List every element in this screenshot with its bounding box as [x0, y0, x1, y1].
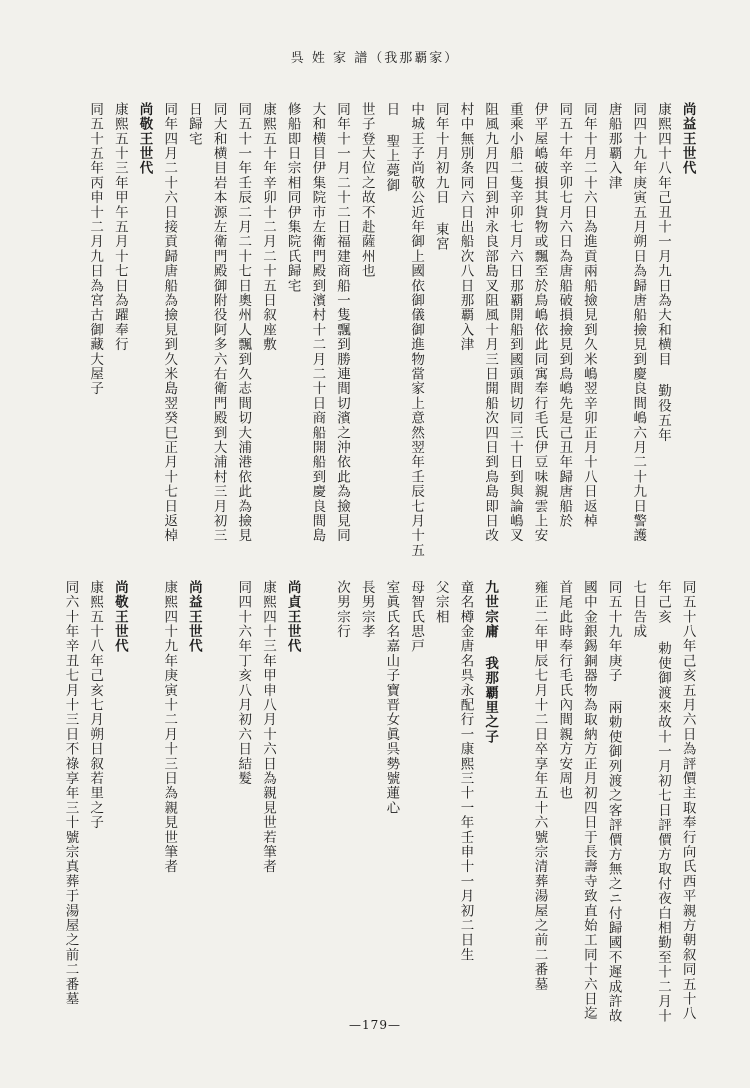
lower-text-column — [354, 580, 379, 1000]
column-text: 中城王子尚敬公近年御上國依御儀御進物當家上意然翌年壬辰七月十五 — [408, 102, 425, 558]
upper-text-column — [305, 102, 330, 572]
lower-text-column — [132, 580, 157, 1000]
lower-text-column — [305, 580, 330, 1000]
column-text: 同年四月二十六日接貢歸唐船為撿見到久米島翌癸巳正月十七日返棹 — [161, 102, 178, 543]
lower-text-column — [83, 580, 108, 1000]
column-text: 世子登大位之故不赴薩州也 — [358, 102, 375, 279]
column-text: 母智氏思戸 — [408, 580, 425, 654]
upper-text-column — [428, 102, 453, 572]
lower-text-column — [108, 580, 133, 1000]
upper-text-column — [231, 102, 256, 572]
upper-text-column — [182, 102, 207, 572]
upper-text-column — [503, 102, 528, 572]
upper-text-column — [453, 102, 478, 572]
column-text: 日歸宅 — [185, 102, 202, 147]
column-text: 長男宗孝 — [358, 580, 375, 639]
column-text: 康熙四十三年甲申八月十六日為親見世若筆者 — [259, 580, 276, 874]
column-text: 尚敬王世代 — [136, 102, 153, 176]
upper-text-column — [379, 102, 404, 572]
upper-text-column — [354, 102, 379, 572]
column-text: 同五十八年己亥五月六日為評價主取奉行向氏西平親方朝叙同五十八 — [679, 580, 696, 1021]
lower-text-column — [626, 580, 651, 1000]
column-text: 同年十月二十六日為進貢兩船撿見到久米嶋翌辛卯正月十八日返棹 — [580, 102, 597, 529]
column-text: 九世宗庸 我那覇里之子 — [482, 580, 499, 745]
column-text: 次男宗行 — [334, 580, 351, 639]
upper-text-block — [83, 102, 700, 572]
upper-text-column — [527, 102, 552, 572]
upper-text-column — [601, 102, 626, 572]
column-text: 重乘小船二隻辛卯七月六日那覇開船到國頭間切同三十日到與論嶋叉 — [506, 102, 523, 543]
page-number: —179— — [349, 1018, 401, 1032]
column-text: 伊平屋嶋破損其貨物或飄至於鳥嶋依此同寓奉行毛氏伊豆味親雲上安 — [531, 102, 548, 543]
column-text: 室眞氏名嘉山子寶晋女眞呉勢號蓮心 — [383, 580, 400, 816]
lower-text-block — [58, 580, 700, 1024]
lower-text-column — [330, 580, 355, 1000]
column-text: 同四十九年庚寅五月朔日為歸唐船撿見到慶良間嶋六月二十九日警護 — [630, 102, 647, 543]
page-header: 呉 姓 家 譜（我那覇家） — [290, 51, 460, 66]
lower-text-column — [256, 580, 281, 1000]
column-text: 日 聖上薨御 — [383, 102, 400, 193]
column-text: 七日告成 — [630, 580, 647, 639]
column-text: 同六十年辛丑七月十三日不祿享年三十號宗真葬于湯屋之前二番墓 — [62, 580, 79, 1007]
lower-text-column — [280, 580, 305, 1000]
lower-text-column — [428, 580, 453, 1000]
column-text: 首尾此時奉行毛氏內間親方安周也 — [556, 580, 573, 801]
column-text: 村中無別条同六日出船次八日那覇入津 — [457, 102, 474, 352]
column-text: 康熙五十八年己亥七月朔日叙若里之子 — [87, 580, 104, 830]
lower-text-column — [206, 580, 231, 1000]
lower-text-column — [552, 580, 577, 1000]
upper-text-column — [675, 102, 700, 572]
column-text: 康熙五十年辛卯十二月二十五日叙座敷 — [259, 102, 276, 352]
column-text: 同五十九年庚子 兩勅使御列渡之客評價方無之ニ付歸國不遲成許故 — [605, 580, 622, 1024]
lower-text-column — [182, 580, 207, 1000]
lower-text-column — [675, 580, 700, 1021]
upper-text-column — [256, 102, 281, 572]
column-text: 尚益王世代 — [185, 580, 202, 654]
upper-text-column — [157, 102, 182, 572]
column-text: 康熙四十九年庚寅十二月十三日為親見世筆者 — [161, 580, 178, 874]
column-text: 童名樽金唐名呉永配行一康熙三十一年壬申十一月初二日生 — [457, 580, 474, 963]
column-text: 尚益王世代 — [679, 102, 696, 176]
lower-text-column — [58, 580, 83, 1007]
upper-text-column — [577, 102, 602, 572]
column-text: 雍正二年甲辰七月十二日卒享年五十六號宗清葬湯屋之前二番墓 — [531, 580, 548, 992]
column-text: 同五十五年丙申十二月九日為宮古御藏大屋子 — [87, 102, 104, 396]
upper-text-column — [280, 102, 305, 572]
upper-text-column — [206, 102, 231, 572]
column-text: 康熙五十三年甲午五月十七日為躍奉行 — [111, 102, 128, 352]
lower-text-column — [651, 580, 676, 1024]
column-text: 尚貞王世代 — [284, 580, 301, 654]
column-text: 修船即日宗相同伊集院氏歸宅 — [284, 102, 301, 294]
lower-text-column — [404, 580, 429, 1000]
lower-text-column — [231, 580, 256, 1000]
upper-text-column — [404, 102, 429, 572]
column-text: 康熙四十八年己丑十一月九日為大和横目 勤役五年 — [654, 102, 671, 443]
column-text: 年己亥 勅使御渡來故十一月初七日評價方取付夜白相勤至十二月十 — [654, 580, 671, 1024]
lower-text-column — [601, 580, 626, 1024]
column-text: 同五十一年壬辰二月二十七日奧州人飄到久志間切大浦港依此為撿見 — [235, 102, 252, 543]
lower-text-column — [478, 580, 503, 1000]
column-text: 同五十年辛卯七月六日為唐船破損撿見到鳥嶋先是己丑年歸唐船於 — [556, 102, 573, 529]
upper-text-column — [132, 102, 157, 572]
lower-text-column — [453, 580, 478, 1000]
column-text: 同年十一月二十二日福建商船一隻飄到勝連間切濱之沖依此為撿見同 — [334, 102, 351, 543]
upper-text-column — [626, 102, 651, 572]
upper-text-column — [83, 102, 108, 572]
column-text: 同四十六年丁亥八月初六日結髮 — [235, 580, 252, 786]
upper-text-column — [552, 102, 577, 572]
lower-text-column — [577, 580, 602, 1021]
column-text: 阻風九月四日到沖永良部島叉阻風十月三日開船次四日到鳥島即日改 — [482, 102, 499, 543]
column-text: 同大和横目岩本源左衛門殿御附役阿多六右衛門殿到大浦村三月初三 — [210, 102, 227, 543]
upper-text-column — [330, 102, 355, 572]
upper-text-column — [651, 102, 676, 572]
lower-text-column — [527, 580, 552, 1000]
column-text: 大和横目伊集院市左衛門殿到濱村十二月二十日商船開船到慶良間島 — [309, 102, 326, 543]
column-text: 父宗相 — [432, 580, 449, 625]
lower-text-column — [379, 580, 404, 1000]
upper-text-column — [478, 102, 503, 572]
column-text: 尚敬王世代 — [111, 580, 128, 654]
upper-text-column — [108, 102, 133, 572]
column-text: 唐船那覇入津 — [605, 102, 622, 191]
lower-text-column — [157, 580, 182, 1000]
lower-text-column — [503, 580, 528, 1000]
column-text: 國中金銀錫銅器物為取納方正月初四日于長壽寺致直始工同十六日迄 — [580, 580, 597, 1021]
column-text: 同年十月初九日 東宮 — [432, 102, 449, 252]
